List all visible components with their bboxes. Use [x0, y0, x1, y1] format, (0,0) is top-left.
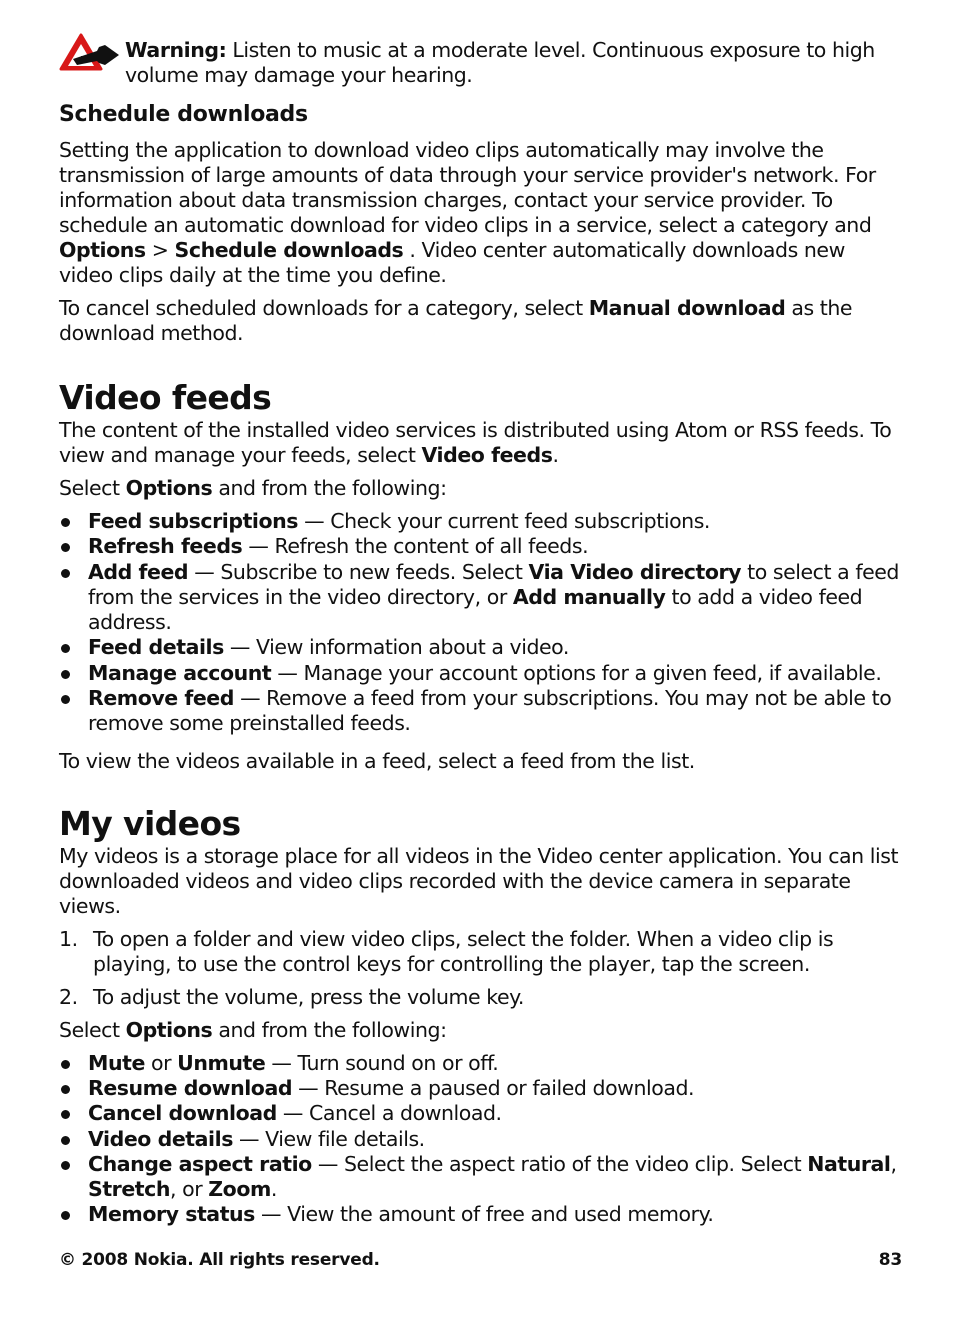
list-item — [59, 635, 904, 660]
video-feeds-intro — [59, 418, 904, 468]
manual-download-term: Manual download — [588, 296, 786, 320]
copyright-notice: © 2008 Nokia. All rights reserved. — [59, 1250, 380, 1270]
list-item — [59, 534, 904, 559]
step-text: To open a folder and view video clips, select the folder. When a video clip is playing, to use the control keys for controlling the player, tap the screen. — [93, 926, 834, 976]
video-feeds-term: Video feeds — [421, 443, 553, 467]
list-item — [59, 1127, 904, 1152]
item-text: , — [890, 1151, 897, 1176]
list-item — [59, 509, 904, 534]
options-term: Options — [125, 476, 213, 500]
item-term: Refresh feeds — [88, 534, 243, 559]
item-term: Feed details — [88, 635, 224, 660]
item-term: Manage account — [88, 660, 272, 685]
video-feeds-outro: To view the videos available in a feed, select a feed from the list. — [59, 748, 695, 773]
page-content — [59, 38, 904, 1228]
list-item — [59, 1076, 904, 1101]
select-text: Select — [59, 476, 126, 500]
video-feeds-select-line — [59, 476, 904, 501]
list-item — [59, 1051, 904, 1076]
cancel-text-b: as the download method. — [59, 296, 853, 345]
list-item — [59, 661, 904, 686]
item-text: — Select the aspect ratio of the video clip. Select — [311, 1151, 808, 1176]
video-feeds-options-list — [59, 509, 904, 737]
list-item — [59, 1152, 904, 1203]
my-videos-options-list — [59, 1051, 904, 1228]
item-text: — Check your current feed subscriptions. — [298, 509, 710, 533]
feeds-intro-end: . — [552, 443, 559, 467]
list-item — [59, 1101, 904, 1126]
schedule-paragraph-2 — [59, 296, 904, 346]
item-text: to select a feed from the services in the video directory, or — [88, 559, 899, 609]
item-term: Remove feed — [88, 686, 234, 711]
step-text: To adjust the volume, press the volume key. — [93, 984, 524, 1009]
list-item — [59, 1202, 904, 1227]
page-number: 83 — [878, 1250, 902, 1270]
path-separator: > — [145, 238, 175, 262]
schedule-text-b: . Video center automatically downloads new video clips daily at the time you define. — [59, 238, 845, 287]
item-text: — View information about a video. — [223, 635, 569, 660]
item-text: . — [270, 1177, 277, 1202]
item-term: Via Video directory — [528, 559, 742, 584]
item-text: or — [144, 1050, 178, 1075]
my-videos-intro: My videos is a storage place for all videos in the Video center application. You can list downloaded videos and video clips recorded with the device camera in separate views. — [59, 843, 899, 918]
my-videos-select-line — [59, 1018, 904, 1043]
warning-text: Listen to music at a moderate level. Continuous exposure to high volume may damage your hearing. — [125, 38, 875, 87]
options-term: Options — [125, 1017, 213, 1042]
select-text: Select — [59, 1017, 126, 1042]
item-term: Feed subscriptions — [88, 509, 299, 533]
video-feeds-heading: Video feeds — [59, 378, 272, 417]
warning-note — [59, 38, 904, 88]
schedule-paragraph-1 — [59, 138, 904, 288]
item-term: Video details — [88, 1126, 233, 1151]
item-term: Stretch — [88, 1177, 170, 1202]
item-text: — View the amount of free and used memory. — [254, 1202, 714, 1227]
item-text: to add a video feed address. — [88, 584, 863, 635]
item-term: Add feed — [88, 559, 189, 584]
schedule-downloads-term: Schedule downloads — [174, 238, 404, 262]
item-term: Mute — [88, 1050, 145, 1075]
my-videos-heading: My videos — [59, 803, 241, 843]
list-item — [59, 686, 904, 737]
schedule-downloads-heading: Schedule downloads — [59, 102, 308, 127]
item-text: — Turn sound on or off. — [265, 1050, 499, 1075]
item-term: Memory status — [88, 1202, 255, 1227]
item-term: Unmute — [177, 1050, 266, 1075]
warning-label: Warning: — [125, 38, 227, 62]
item-text: — Cancel a download. — [276, 1101, 502, 1126]
page-footer — [59, 1249, 902, 1271]
options-term: Options — [59, 238, 146, 262]
list-item — [59, 985, 904, 1010]
item-text: — Subscribe to new feeds. Select — [188, 559, 529, 584]
item-term: Change aspect ratio — [88, 1151, 312, 1176]
step-number: 2. — [59, 984, 78, 1009]
item-term: Cancel download — [88, 1101, 277, 1126]
list-item — [59, 927, 904, 977]
warning-hand-icon — [59, 33, 121, 73]
item-text: — Remove a feed from your subscriptions. You may not be able to remove some preinstalled feeds. — [88, 686, 892, 736]
feeds-intro-text: The content of the installed video services is distributed using Atom or RSS feeds. To view and manage your feeds, select — [59, 418, 892, 467]
cancel-text-a: To cancel scheduled downloads for a category, select — [59, 296, 589, 320]
item-term: Natural — [807, 1151, 891, 1176]
item-text: — Resume a paused or failed download. — [292, 1075, 695, 1100]
item-text: , or — [169, 1177, 209, 1202]
step-number: 1. — [59, 926, 78, 951]
item-term: Resume download — [88, 1075, 293, 1100]
item-text: — View file details. — [232, 1126, 425, 1151]
list-item — [59, 560, 904, 636]
item-term: Add manually — [512, 584, 666, 609]
select-text-end: and from the following: — [212, 476, 447, 500]
item-term: Zoom — [208, 1177, 271, 1202]
schedule-text-a: Setting the application to download video clips automatically may involve the transmission of large amounts of data through your service provider's network. For information about data transmission charges, contact your service provider. To schedule an automatic download for video clips in a service, select a category and — [59, 138, 876, 237]
item-text: — Refresh the content of all feeds. — [242, 534, 589, 559]
item-text: — Manage your account options for a given feed, if available. — [271, 660, 882, 685]
my-videos-steps — [59, 927, 904, 1010]
select-text-end: and from the following: — [212, 1017, 447, 1042]
